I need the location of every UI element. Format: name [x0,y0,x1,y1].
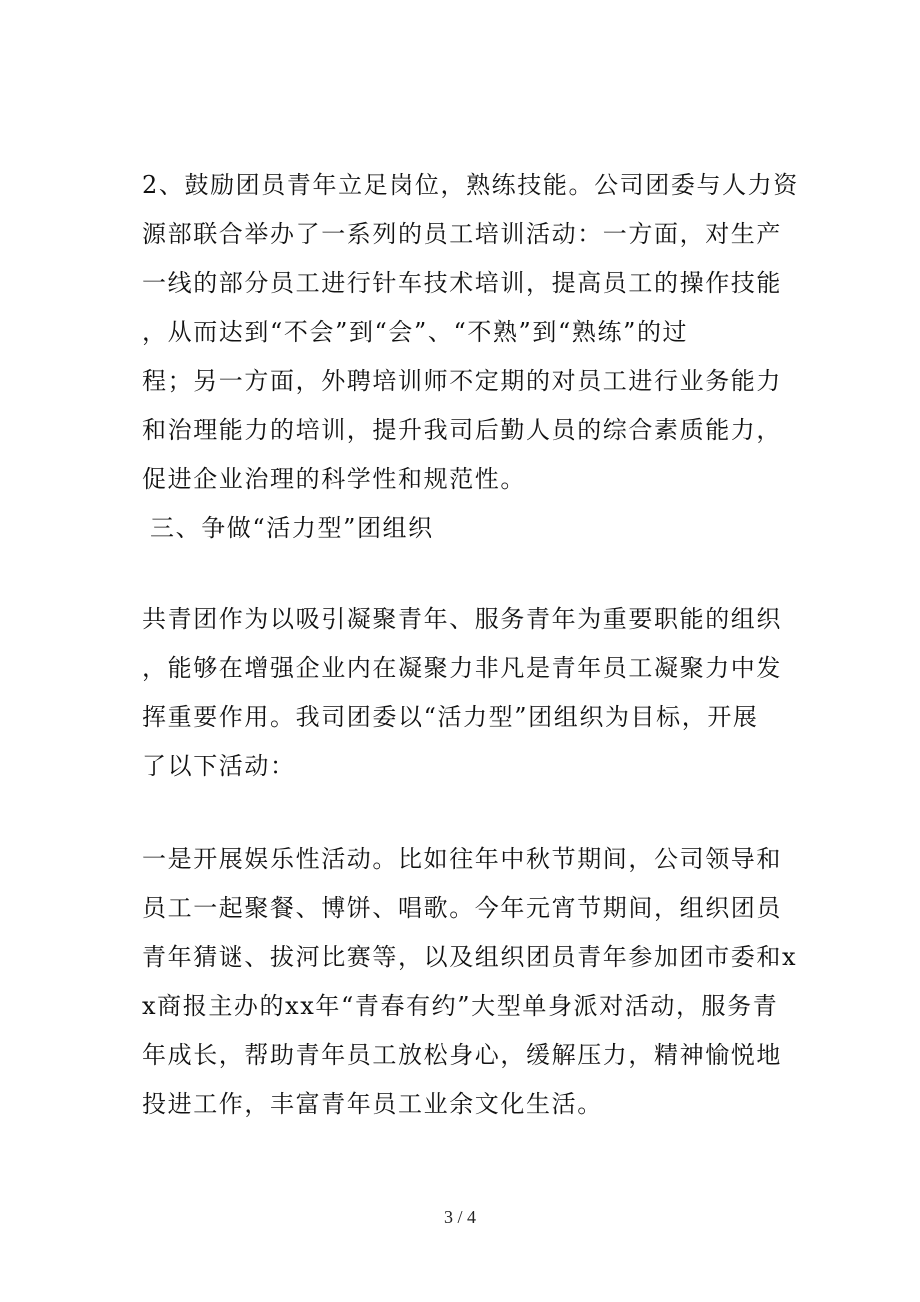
text-line: 青年猜谜、拔河比赛等，以及组织团员青年参加团市委和x [142,943,798,971]
text-line: x商报主办的xx年“青春有约”大型单身派对活动，服务青 [142,992,779,1020]
text-line: 年成长，帮助青年员工放松身心，缓解压力，精神愉悦地 [142,1041,782,1069]
page-number: 3 / 4 [443,1207,476,1227]
text-line: 促进企业治理的科学性和规范性。 [142,465,526,493]
text-line: 一线的部分员工进行针车技术培训，提高员工的操作技能 [142,269,782,297]
section-heading: 三、争做“活力型”团组织 [150,514,434,542]
text-line: ，从而达到“不会”到“会”、“不熟”到“熟练”的过 [142,318,689,346]
text-line: 员工一起聚餐、博饼、唱歌。今年元宵节期间，组织团员 [142,894,782,922]
text-line: 了以下活动： [142,752,296,780]
text-line: ，能够在增强企业内在凝聚力非凡是青年员工凝聚力中发 [142,654,782,682]
text-line: 源部联合举办了一系列的员工培训活动：一方面，对生产 [142,220,782,248]
text-line: 2、鼓励团员青年立足岗位，熟练技能。公司团委与人力资 [142,171,799,199]
text-line: 共青团作为以吸引凝聚青年、服务青年为重要职能的组织 [142,605,782,633]
text-line: 一是开展娱乐性活动。比如往年中秋节期间，公司领导和 [142,845,782,873]
text-line: 程；另一方面，外聘培训师不定期的对员工进行业务能力 [142,367,782,395]
text-line: 投进工作，丰富青年员工业余文化生活。 [142,1090,603,1118]
text-line: 挥重要作用。我司团委以“活力型”团组织为目标，开展 [142,703,759,731]
text-line: 和治理能力的培训，提升我司后勤人员的综合素质能力， [142,416,782,444]
